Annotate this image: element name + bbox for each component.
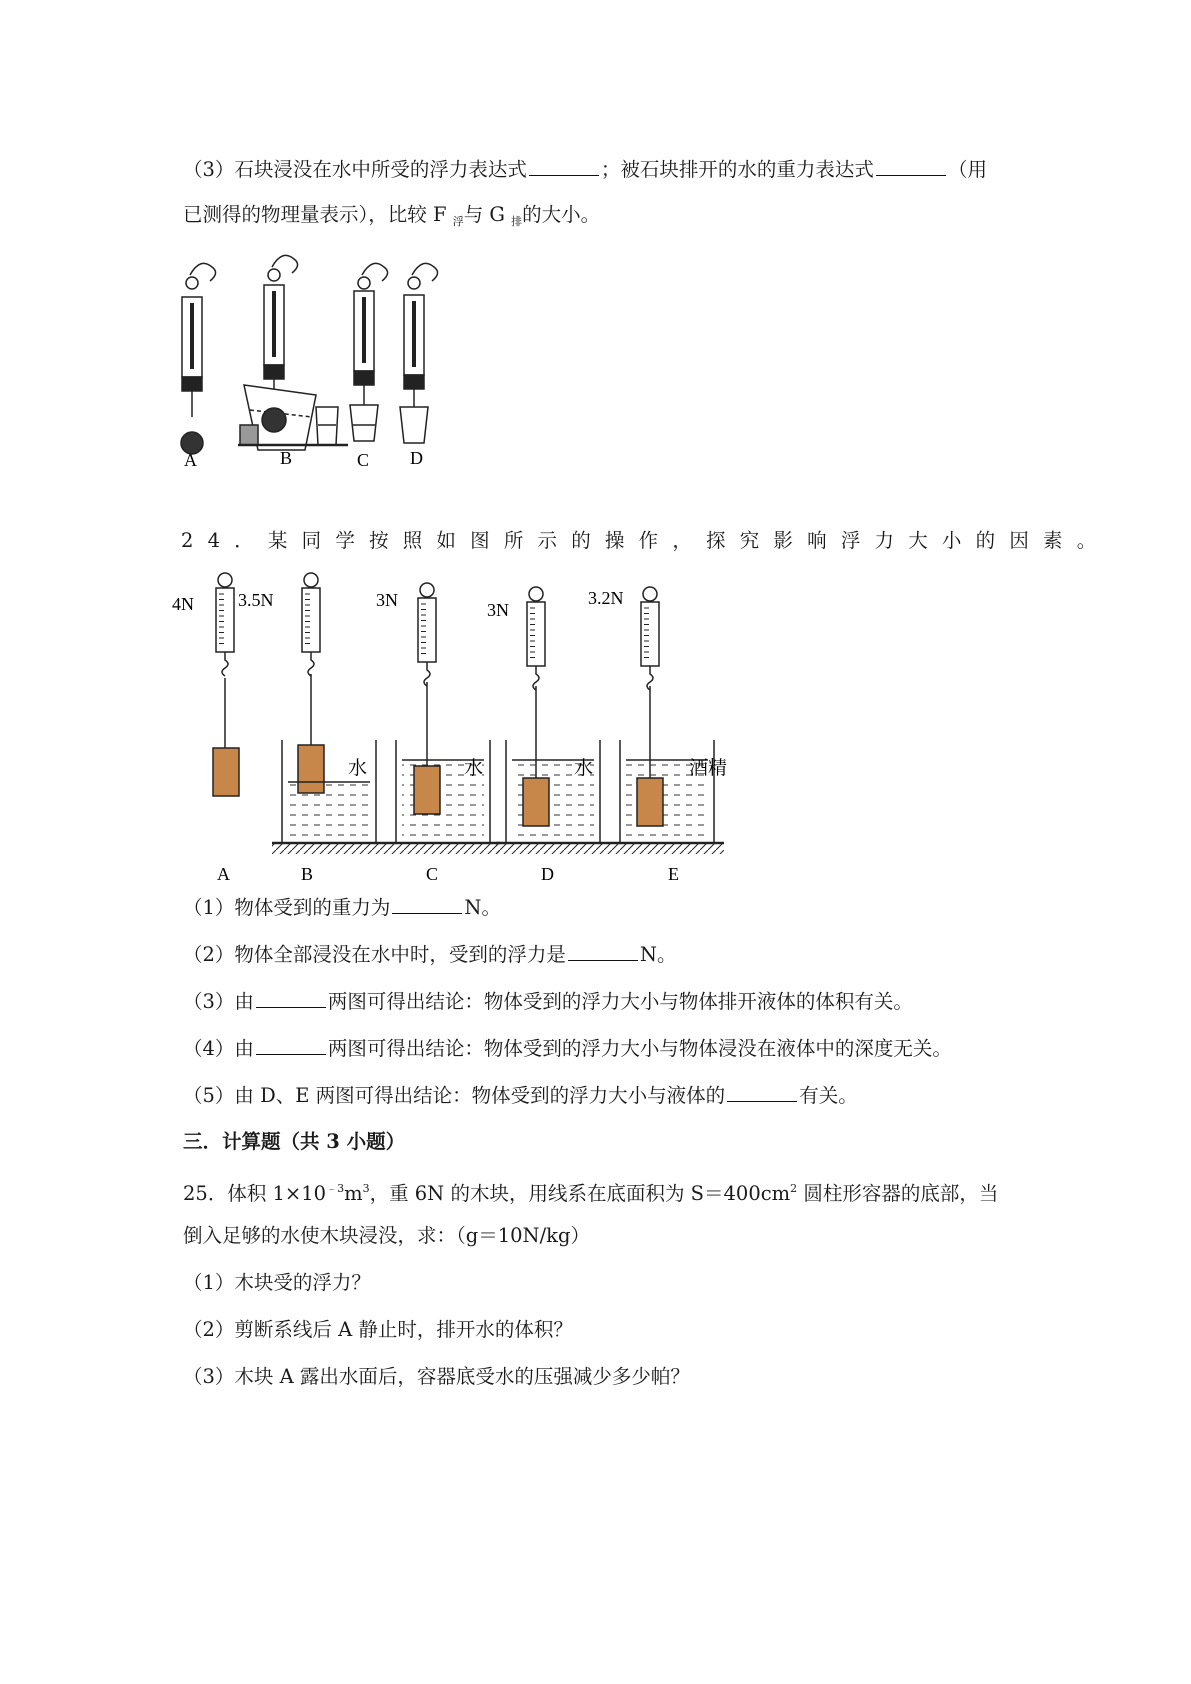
spring-scale xyxy=(418,598,436,662)
reading-label: 3N xyxy=(376,590,398,610)
figure-label: B xyxy=(301,864,314,884)
q25-part3: （3）木块 A 露出水面后，容器底受水的压强减少多少帕？ xyxy=(183,1365,690,1388)
figure-label: E xyxy=(668,864,679,884)
scale-ring-icon xyxy=(304,573,318,587)
spring-scale xyxy=(641,602,659,666)
hook-icon xyxy=(222,652,228,676)
figure-label: B xyxy=(280,448,293,468)
liquid-label: 水 xyxy=(574,758,594,779)
reading-label: 3.5N xyxy=(238,590,274,610)
q24-title: 24．某同学按照如图所示的操作，探究影响浮力大小的因素。 xyxy=(181,529,1111,552)
q24-part3: （3）由 两图可得出结论：物体受到的浮力大小与物体排开液体的体积有关。 xyxy=(183,987,913,1016)
reading-label: 4N xyxy=(172,594,194,614)
answer-blank[interactable] xyxy=(392,893,462,914)
q24-part5: （5）由 D、E 两图可得出结论：物体受到的浮力大小与液体的 有关。 xyxy=(183,1081,858,1110)
answer-blank[interactable] xyxy=(256,1034,326,1055)
figure-label: D xyxy=(541,864,554,884)
scale-ring-icon xyxy=(218,573,232,587)
answer-blank[interactable] xyxy=(256,987,326,1008)
answer-blank[interactable] xyxy=(529,155,599,176)
q24-part4: （4）由 两图可得出结论：物体受到的浮力大小与物体浸没在液体中的深度无关。 xyxy=(183,1034,952,1063)
q24-part1: （1）物体受到的重力为 N。 xyxy=(183,893,501,922)
q23-part3-line1: （3）石块浸没在水中所受的浮力表达式 ；被石块排开的水的重力表达式 （用 xyxy=(183,155,987,184)
q25-line1: 25．体积 $1\times 10^{﹣3}m^3$，重 6N 的木块，用线系在底面积为 $S=400cm^2$ 圆柱形容器的底部，当 xyxy=(183,1182,999,1205)
figure-q23 xyxy=(170,245,490,510)
wood-block xyxy=(213,748,239,796)
figure-q24 xyxy=(172,570,800,885)
figure-label: C xyxy=(426,864,439,884)
figure-label: C xyxy=(357,450,370,470)
spring-scale xyxy=(302,588,320,652)
scale-ring-icon xyxy=(420,583,434,597)
answer-blank[interactable] xyxy=(568,940,638,961)
liquid-label: 酒精 xyxy=(689,758,728,779)
reading-label: 3.2N xyxy=(588,588,624,608)
q23-part3-line2: 已测得的物理量表示），比较 F $_浮$与 G $_排$的大小。 xyxy=(183,203,601,228)
figure-label: A xyxy=(184,450,197,470)
q25-line2: 倒入足够的水使木块浸没，求：（g＝10N/kg） xyxy=(183,1224,590,1247)
liquid-label: 水 xyxy=(464,758,484,779)
figure-label: D xyxy=(410,448,423,468)
q25-part1: （1）木块受的浮力？ xyxy=(183,1271,371,1294)
liquid-label: 水 xyxy=(348,758,368,779)
scale-ring-icon xyxy=(643,587,657,601)
q24-part2: （2）物体全部浸没在水中时，受到的浮力是 N。 xyxy=(183,940,677,969)
scale-ring-icon xyxy=(529,587,543,601)
answer-blank[interactable] xyxy=(876,155,946,176)
reading-label: 3N xyxy=(487,600,509,620)
q25-part2: （2）剪断系线后 A 静止时，排开水的体积？ xyxy=(183,1318,573,1341)
hand-icon xyxy=(190,263,216,281)
section-heading: 三．计算题（共 3 小题） xyxy=(183,1130,406,1153)
hook-icon xyxy=(308,652,314,676)
spring-scale xyxy=(527,602,545,666)
answer-blank[interactable] xyxy=(727,1081,797,1102)
spring-scale xyxy=(216,588,234,652)
figure-label: A xyxy=(217,864,230,884)
